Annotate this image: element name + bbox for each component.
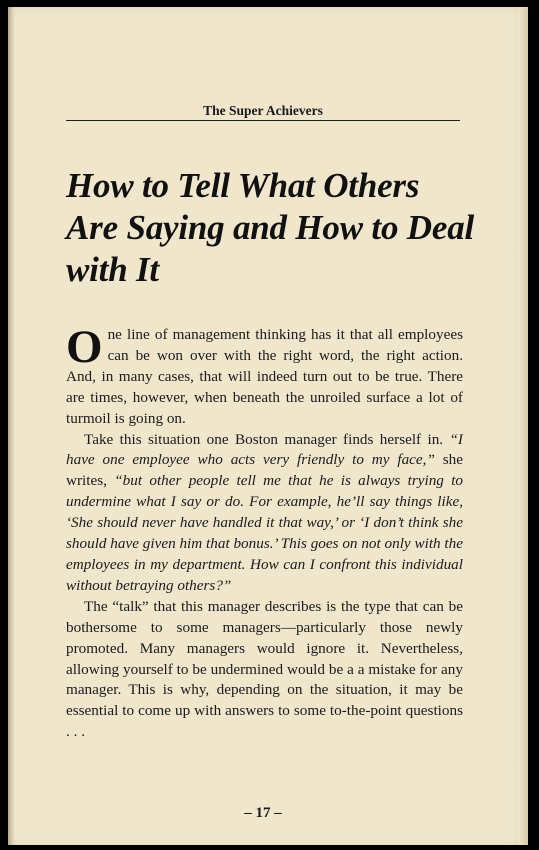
running-head: The Super Achievers bbox=[203, 103, 323, 118]
paragraph-1-text: ne line of management thinking has it that all employees can be won over with the right word, the right action. And, in many cases, that will indeed turn out to be true. There are times, however, when beneath the unroiled surface a lot of turmoil is going on. bbox=[66, 326, 463, 427]
paragraph-2-quote-2: “but other people tell me that he is always trying to undermine what I say or do. For example, he’ll say things like, ‘She should never have handled it that way,’ or ‘I don’t think she should have given him that bonus.’ This goes on not only with the employees in my department. How can I confront this individual without betraying others?” bbox=[66, 472, 464, 594]
paragraph-2 bbox=[66, 430, 463, 597]
drop-cap: O bbox=[66, 321, 103, 373]
running-head-rule bbox=[66, 120, 460, 121]
page-number: – 17 – bbox=[244, 805, 282, 821]
paragraph-1 bbox=[66, 321, 463, 430]
chapter-title: How to Tell What Others Are Saying and How to Deal with It bbox=[66, 166, 475, 289]
paragraph-3: The “talk” that this manager describes is the type that can be bothersome to some managers—particularly those newly promoted. Many managers would ignore it. Nevertheless, allowing yourself to be undermined would be a a mistake for any manager. This is why, depending on the situation, it may be essential to come up with answers to some to-the-point questions . . . bbox=[66, 597, 463, 741]
paragraph-2-quote-1: “I have one employee who acts very friendly to my face,” bbox=[66, 430, 463, 469]
body-text bbox=[66, 321, 464, 743]
page-edge-shadow bbox=[518, 7, 528, 845]
paragraph-2-mid: she writes, bbox=[66, 451, 463, 490]
book-page bbox=[8, 7, 528, 845]
paragraph-2-intro: Take this situation one Boston manager finds herself in. bbox=[84, 430, 450, 448]
page-spine-shadow bbox=[8, 7, 14, 845]
